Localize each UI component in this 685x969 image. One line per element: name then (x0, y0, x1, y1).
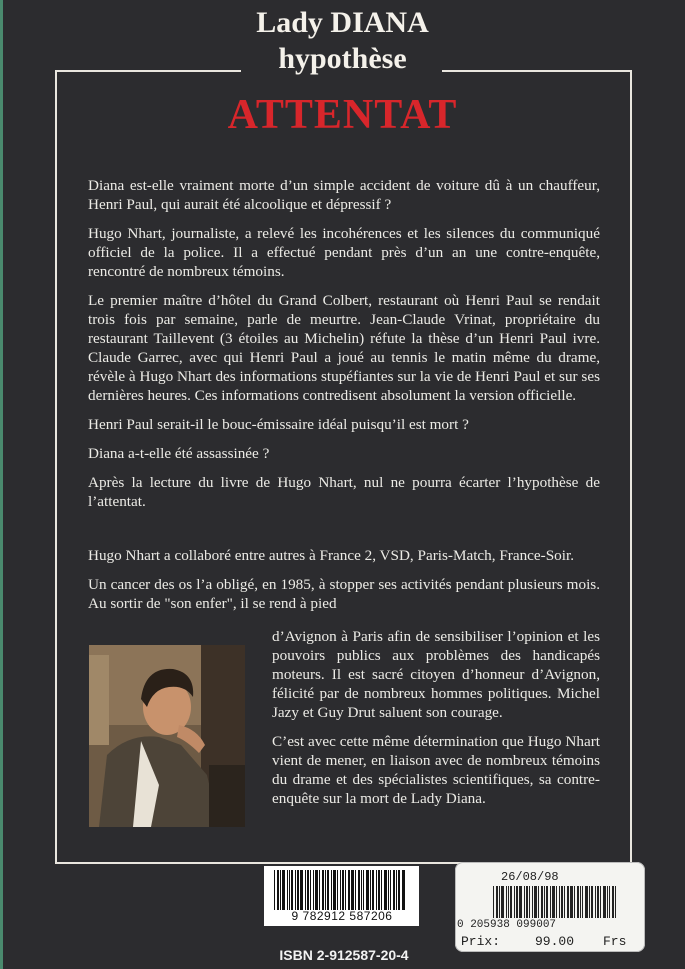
barcode-stripe (514, 886, 515, 918)
barcode-stripe (331, 870, 332, 910)
barcode-stripe (337, 870, 338, 910)
barcode-stripe (372, 870, 374, 910)
barcode-stripe (580, 886, 581, 918)
author-photo (89, 645, 245, 827)
price-currency: Frs (603, 934, 627, 949)
author-paragraph: Un cancer des os l’a obligé, en 1985, à stopper ses activités pendant plusieurs mois. Au sortir de "son enfer", il se rend à pied (88, 576, 600, 612)
price-value: 99.00 (535, 934, 575, 949)
barcode-stripe (289, 870, 290, 910)
spine-edge (0, 0, 3, 969)
blurb-paragraph: Diana a-t-elle été assassinée ? (88, 445, 270, 462)
barcode-stripe (510, 886, 512, 918)
barcode-stripe (361, 870, 362, 910)
barcode-stripe (355, 870, 356, 910)
barcode-stripe (327, 870, 329, 910)
barcode-stripe (333, 870, 336, 910)
barcode-stripe (315, 870, 318, 910)
price-sticker (455, 862, 645, 952)
barcode-stripe (570, 886, 573, 918)
barcode-stripe (615, 886, 616, 918)
barcode-stripe (524, 886, 525, 918)
barcode-stripe (381, 870, 382, 910)
barcode-stripe (398, 870, 400, 910)
barcode-stripe (556, 886, 557, 918)
barcode-stripe (384, 870, 387, 910)
blurb-paragraph: Le premier maître d’hôtel du Grand Colbert, restaurant où Henri Paul se rendait trois fois par semaine, parle de meurtre. Jean-Claude Vrinat, propriétaire du restaurant Taillevent (3 étoiles au Michelin) réfute la thèse d’un Henri Paul ivre. Claude Garrec, avec qui Henri Paul a joué au tennis le matin même du drame, révèle à Hugo Nhart des informations stupéfiantes sur la vie de Henri Paul et sur ses dernières heures. Ces informations contredisent absolument la version officielle. (88, 292, 600, 404)
barcode-stripe (370, 870, 371, 910)
barcode-stripe (544, 886, 545, 918)
barcode-stripe (508, 886, 509, 918)
barcode-stripe (297, 870, 299, 910)
author-bio-top (88, 546, 600, 613)
barcode-stripe (295, 870, 296, 910)
barcode-stripe (376, 870, 377, 910)
barcode-stripe (282, 870, 285, 910)
barcode-stripe (393, 870, 395, 910)
barcode-stripe (358, 870, 360, 910)
blurb-paragraph: Après la lecture du livre de Hugo Nhart, nul ne pourra écarter l’hypothèse de l’attentat. (88, 474, 600, 510)
barcode-stripe (501, 886, 504, 918)
barcode-stripe (310, 870, 311, 910)
barcode-stripe (574, 886, 575, 918)
barcode-stripe (402, 870, 405, 910)
sticker-code: 0 205938 099007 (457, 919, 557, 931)
barcode-stripe (559, 886, 560, 918)
barcode-stripe (378, 870, 380, 910)
barcode-stripe (534, 886, 537, 918)
barcode-stripe (577, 886, 579, 918)
barcode-stripe (582, 886, 583, 918)
barcode-stripe (325, 870, 326, 910)
barcode-stripe (546, 886, 548, 918)
barcode-stripe (363, 870, 364, 910)
barcode-stripe (607, 886, 608, 918)
author-paragraph: d’Avignon à Paris afin de sensibiliser l’opinion et les pouvoirs publics aux problèmes des handicapés moteurs. Il est sacré citoyen d’honneur d’Avignon, félicité par de nombreux hommes politiques. Michel Jazy et Guy Drut saluent son courage. (272, 628, 600, 721)
barcode-stripe (609, 886, 610, 918)
barcode-stripe (564, 886, 565, 918)
barcode-stripe (516, 886, 518, 918)
barcode-stripe (585, 886, 588, 918)
barcode-bars (274, 870, 409, 910)
sticker-date: 26/08/98 (501, 870, 559, 884)
barcode-stripe (351, 870, 354, 910)
barcode-stripe (506, 886, 507, 918)
barcode-stripe (493, 886, 494, 918)
barcode-stripe (322, 870, 324, 910)
barcode-stripe (342, 870, 344, 910)
barcode-stripe (274, 870, 275, 910)
barcode-stripe (313, 870, 314, 910)
barcode-stripe (600, 886, 601, 918)
barcode-stripe (595, 886, 596, 918)
sticker-barcode (493, 886, 623, 918)
barcode-stripe (345, 870, 346, 910)
barcode-stripe (287, 870, 288, 910)
barcode-stripe (597, 886, 599, 918)
barcode-stripe (591, 886, 593, 918)
barcode-stripe (388, 870, 389, 910)
price-label: Prix: (461, 934, 501, 949)
barcode-stripe (277, 870, 279, 910)
blurb-paragraph: Henri Paul serait-il le bouc-émissaire idéal puisqu’il est mort ? (88, 416, 469, 433)
barcode-stripe (552, 886, 555, 918)
isbn-barcode (264, 866, 419, 926)
barcode-stripe (550, 886, 551, 918)
barcode-stripe (366, 870, 369, 910)
title-line-2: hypothèse (278, 42, 407, 75)
barcode-stripe (340, 870, 341, 910)
blurb (88, 176, 600, 521)
barcode-stripe (396, 870, 397, 910)
blurb-paragraph: Hugo Nhart, journaliste, a relevé les incohérences et les silences du communiqué officiel de la police. Il a effectué pendant près d’un an une contre-enquête, rencontré de nombreux témoins. (88, 225, 600, 280)
barcode-stripe (291, 870, 293, 910)
barcode-stripe (526, 886, 528, 918)
author-paragraph: C’est avec cette même détermination que Hugo Nhart vient de mener, en liaison avec de nombreux témoins du drame et des spécialistes scientifiques, sa contre-enquête sur la mort de Lady Diana. (272, 733, 600, 807)
barcode-stripe (305, 870, 306, 910)
barcode-stripe (300, 870, 303, 910)
barcode-stripe (348, 870, 350, 910)
barcode-stripe (499, 886, 500, 918)
barcode-stripe (541, 886, 543, 918)
author-paragraph: Hugo Nhart a collaboré entre autres à France 2, VSD, Paris-Match, France-Soir. (88, 547, 574, 564)
barcode-stripe (603, 886, 606, 918)
title-line-1: Lady DIANA (256, 6, 429, 39)
barcode-stripe (280, 870, 281, 910)
barcode-stripe (519, 886, 522, 918)
barcode-stripe (390, 870, 391, 910)
barcode-stripe (561, 886, 563, 918)
barcode-digits: 9 782912 587206 (291, 909, 393, 923)
barcode-stripe (529, 886, 530, 918)
author-bio-side (272, 627, 600, 818)
barcode-stripe (307, 870, 309, 910)
barcode-stripe (538, 886, 539, 918)
barcode-stripe (532, 886, 533, 918)
title-line-3: ATTENTAT (227, 92, 458, 138)
blurb-paragraph: Diana est-elle vraiment morte d’un simple accident de voiture dû à un chauffeur, Henri Paul, qui aurait été alcoolique et dépressif ? (88, 177, 600, 213)
barcode-stripe (567, 886, 569, 918)
barcode-stripe (496, 886, 498, 918)
isbn-label: ISBN 2-912587-20-4 (279, 947, 409, 963)
barcode-stripe (612, 886, 614, 918)
barcode-stripe (589, 886, 590, 918)
barcode-stripe (319, 870, 320, 910)
